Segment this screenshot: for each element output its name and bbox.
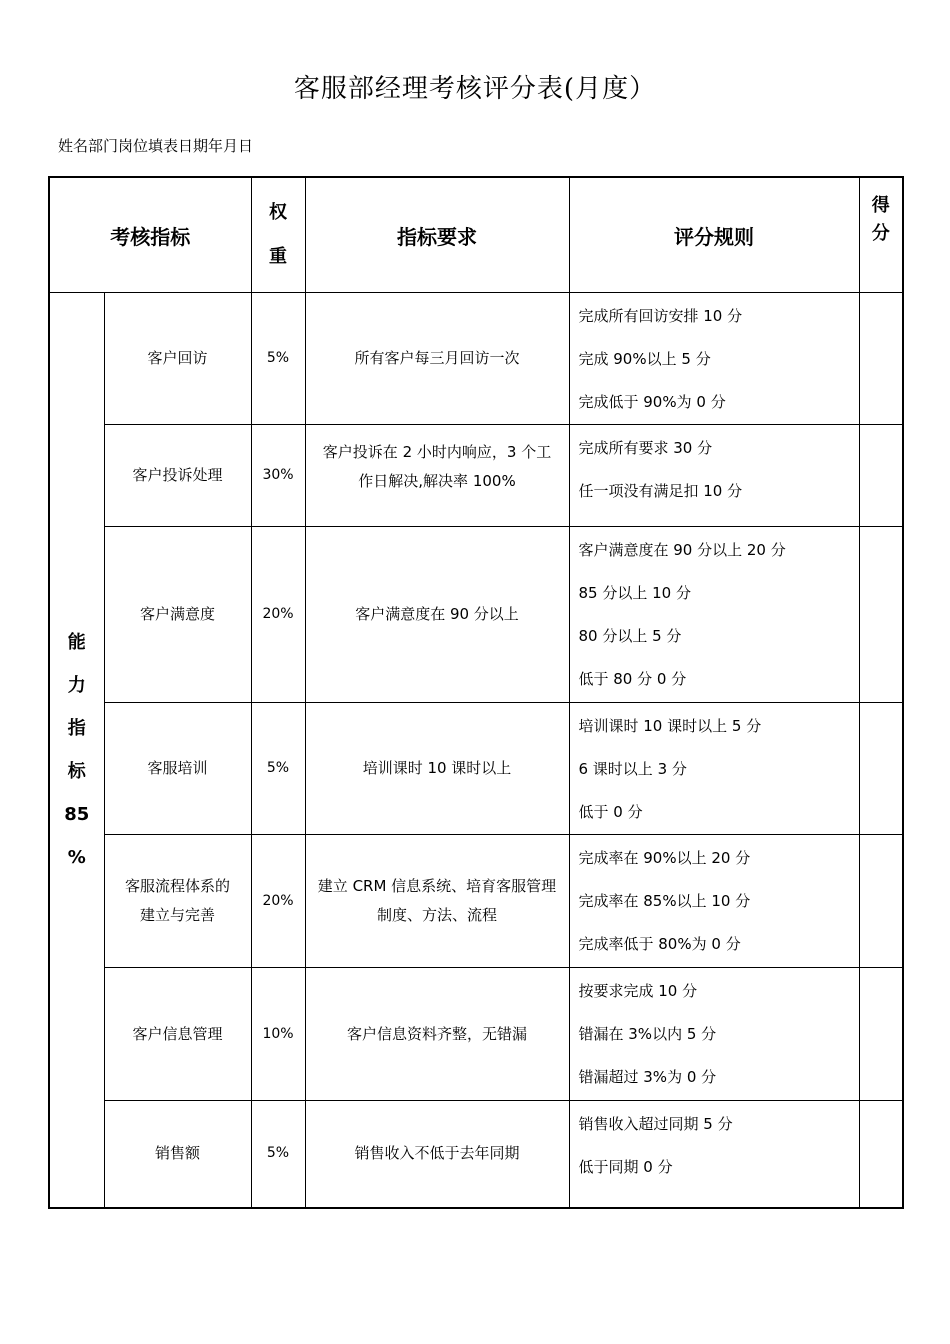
score-cell[interactable] [859, 703, 903, 835]
table-row [49, 835, 903, 968]
scoring-rules: 完成率在 90%以上 20 分 完成率在 85%以上 10 分 完成率低于 80%为 0 分 [569, 835, 859, 968]
header-weight [251, 177, 305, 293]
info-line: 姓名部门岗位填表日期年月日 [58, 137, 254, 155]
indicator-requirement: 客户信息资料齐整，无错漏 [305, 968, 569, 1101]
header-score [859, 177, 903, 293]
indicator-name: 销售额 [104, 1101, 251, 1208]
indicator-weight: 5% [251, 293, 305, 425]
table-row [49, 425, 903, 527]
table-row [49, 293, 903, 425]
header-weight-line1: 权 [269, 202, 287, 223]
score-cell[interactable] [859, 1101, 903, 1208]
table-row [49, 1101, 903, 1208]
scoring-rules: 销售收入超过同期 5 分 低于同期 0 分 [569, 1101, 859, 1208]
indicator-requirement: 销售收入不低于去年同期 [305, 1101, 569, 1208]
scoring-rules: 培训课时 10 课时以上 5 分 6 课时以上 3 分 低于 0 分 [569, 703, 859, 835]
score-cell[interactable] [859, 835, 903, 968]
page-title: 客服部经理考核评分表(月度） [293, 74, 657, 104]
indicator-weight: 20% [251, 527, 305, 703]
indicator-weight: 5% [251, 1101, 305, 1208]
header-indicator: 考核指标 [49, 177, 251, 293]
indicator-weight: 5% [251, 703, 305, 835]
evaluation-table [48, 176, 904, 1209]
scoring-rules: 完成所有要求 30 分 任一项没有满足扣 10 分 [569, 425, 859, 527]
header-rules: 评分规则 [569, 177, 859, 293]
indicator-name: 客户投诉处理 [104, 425, 251, 527]
table-row [49, 527, 903, 703]
indicator-name: 客户信息管理 [104, 968, 251, 1101]
table-header-row [49, 177, 903, 293]
table-row [49, 968, 903, 1101]
indicator-name: 客户满意度 [104, 527, 251, 703]
scoring-rules: 按要求完成 10 分 错漏在 3%以内 5 分 错漏超过 3%为 0 分 [569, 968, 859, 1101]
indicator-name: 客服培训 [104, 703, 251, 835]
scoring-rules: 完成所有回访安排 10 分 完成 90%以上 5 分 完成低于 90%为 0 分 [569, 293, 859, 425]
header-weight-line2: 重 [269, 246, 287, 267]
indicator-requirement: 所有客户每三月回访一次 [305, 293, 569, 425]
table-row [49, 703, 903, 835]
indicator-requirement: 客户投诉在 2 小时内响应，3 个工 作日解决,解决率 100% [305, 425, 569, 527]
indicator-weight: 10% [251, 968, 305, 1101]
indicator-weight: 20% [251, 835, 305, 968]
header-score-line1: 得 [871, 195, 890, 216]
indicator-name: 客户回访 [104, 293, 251, 425]
score-cell[interactable] [859, 425, 903, 527]
scoring-rules: 客户满意度在 90 分以上 20 分 85 分以上 10 分 80 分以上 5 分 低于 80 分 0 分 [569, 527, 859, 703]
indicator-name: 客服流程体系的 建立与完善 [104, 835, 251, 968]
header-requirement: 指标要求 [305, 177, 569, 293]
score-cell[interactable] [859, 527, 903, 703]
indicator-requirement: 培训课时 10 课时以上 [305, 703, 569, 835]
indicator-requirement: 客户满意度在 90 分以上 [305, 527, 569, 703]
category-cell: 能 力 指 标 85 % [49, 293, 104, 1208]
score-cell[interactable] [859, 968, 903, 1101]
indicator-requirement: 建立 CRM 信息系统、培育客服管理 制度、方法、流程 [305, 835, 569, 968]
score-cell[interactable] [859, 293, 903, 425]
indicator-weight: 30% [251, 425, 305, 527]
header-score-line2: 分 [871, 223, 890, 244]
